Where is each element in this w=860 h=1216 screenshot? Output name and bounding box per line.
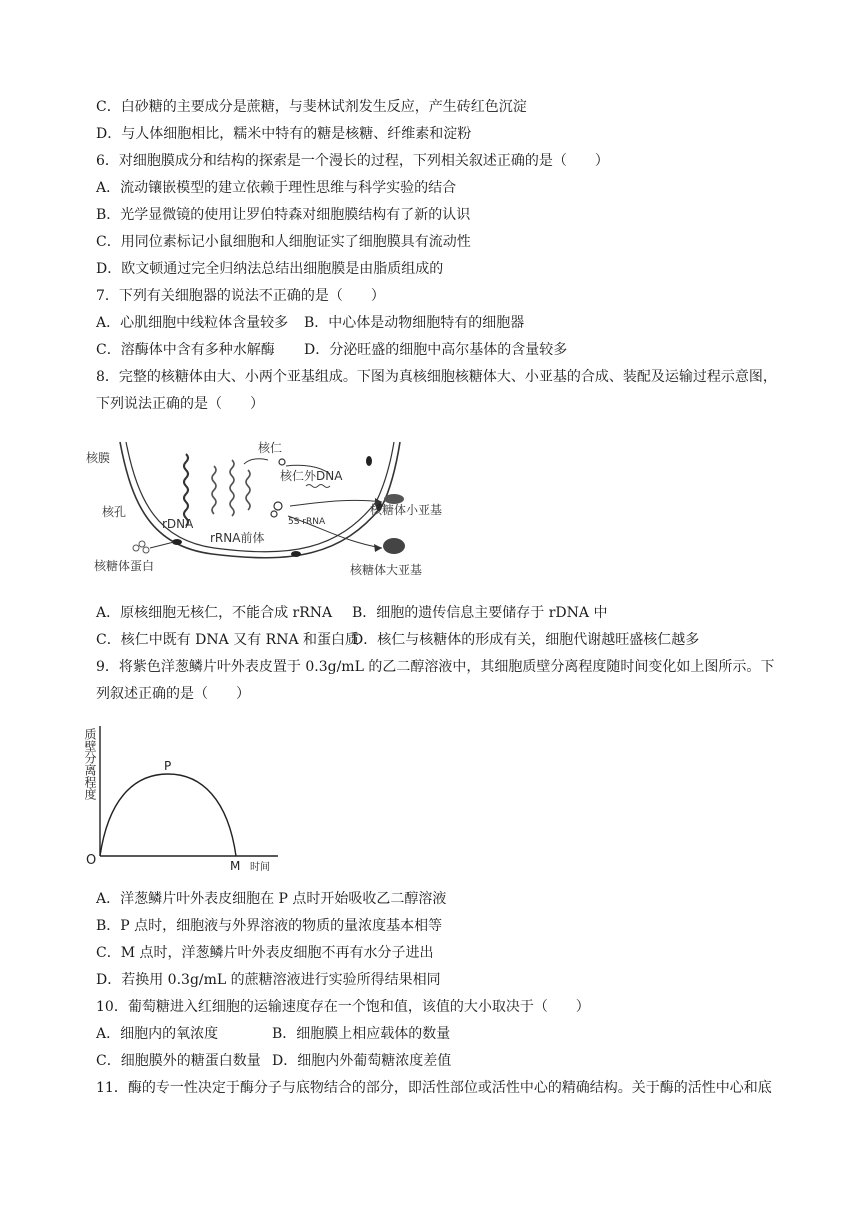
arrow-to-nucleolus (244, 459, 268, 464)
q11-stem-line1: 11．酶的专一性决定于酶分子与底物结合的部分，即活性部位或活性中心的精确结构。关于酶的活性中心和底 (96, 1080, 772, 1096)
q8-option-c: C．核仁中既有 DNA 又有 RNA 和蛋白质 (96, 632, 359, 648)
nuclear-pore-2 (291, 551, 301, 557)
q5-option-d: D．与人体细胞相比，糯米中特有的糖是核糖、纤维素和淀粉 (96, 126, 472, 142)
extra-nucleolar-dna (306, 485, 330, 488)
label-ribosomal-protein: 核糖体蛋白 (94, 559, 155, 573)
rdna-coil-2 (212, 466, 216, 514)
label-nucleolus: 核仁 (258, 441, 283, 455)
label-rrna-precursor: rRNA前体 (210, 531, 265, 545)
q6-option-b: B．光学显微镜的使用让罗伯特森对细胞膜结构有了新的认识 (96, 207, 471, 223)
label-nuclear-pore: 核孔 (102, 505, 127, 519)
label-5s-rrna: 5S rRNA (288, 517, 326, 527)
rrna-blob-2 (271, 511, 277, 517)
q8-option-b: B．细胞的遗传信息主要储存于 rDNA 中 (352, 605, 608, 621)
q10-option-a: A．细胞内的氧浓度 (96, 1026, 219, 1042)
y-axis-label: 质壁分离程度 (83, 728, 97, 800)
q8-stem-line1: 8．完整的核糖体由大、小两个亚基组成。下图为真核细胞核糖体大、小亚基的合成、装配及运输过程示意图， (96, 369, 777, 385)
ribosome-assembly-figure (82, 436, 502, 586)
q10-stem: 10．葡萄糖进入红细胞的运输速度存在一个饱和值，该值的大小取决于（ ） (96, 999, 590, 1015)
origin-label: O (86, 853, 97, 868)
q6-option-d: D．欧文顿通过完全归纳法总结出细胞膜是由脂质组成的 (96, 261, 444, 277)
q9-option-a: A．洋葱鳞片叶外表皮细胞在 P 点时开始吸收乙二醇溶液 (96, 891, 447, 907)
q9-stem-line2: 列叙述正确的是（ ） (96, 686, 250, 702)
plasmolysis-curve (100, 774, 236, 856)
arrow-to-small-subunit (290, 500, 382, 506)
label-small-subunit: 核糖体小亚基 (370, 503, 443, 517)
q8-stem-line2: 下列说法正确的是（ ） (96, 396, 264, 412)
rdna-coil-3 (230, 460, 234, 516)
label-extra-nucleolar-dna: 核仁外DNA (280, 469, 343, 483)
peak-label-p: P (164, 759, 172, 773)
protein-blob-2 (139, 541, 145, 547)
rrna-blob-3 (279, 459, 285, 465)
rdna-coil-1 (184, 454, 188, 526)
q7-option-a: A．心肌细胞中线粒体含量较多 (96, 315, 289, 331)
q10-option-b: B．细胞膜上相应载体的数量 (272, 1026, 451, 1042)
q9-option-b: B．P 点时，细胞液与外界溶液的物质的量浓度基本相等 (96, 918, 443, 934)
q8-option-a: A．原核细胞无核仁，不能合成 rRNA (96, 605, 333, 621)
q6-option-c: C．用同位素标记小鼠细胞和人细胞证实了细胞膜具有流动性 (96, 234, 471, 250)
q9-option-c: C．M 点时，洋葱鳞片叶外表皮细胞不再有水分子进出 (96, 945, 434, 961)
rdna-coil-4 (246, 470, 250, 510)
arrowhead-2 (374, 544, 382, 552)
q5-option-c: C．白砂糖的主要成分是蔗糖，与斐林试剂发生反应，产生砖红色沉淀 (96, 99, 527, 115)
nuclear-pore-4 (366, 456, 372, 466)
label-large-subunit: 核糖体大亚基 (350, 563, 423, 577)
q7-option-c: C．溶酶体中含有多种水解酶 (96, 342, 275, 358)
q6-stem: 6．对细胞膜成分和结构的探索是一个漫长的过程，下列相关叙述正确的是（ ） (96, 153, 609, 169)
q6-option-a: A．流动镶嵌模型的建立依赖于理性思维与科学实验的结合 (96, 180, 457, 196)
q8-option-d: D．核仁与核糖体的形成有关，细胞代谢越旺盛核仁越多 (352, 632, 700, 648)
q10-option-d: D．细胞内外葡萄糖浓度差值 (272, 1053, 452, 1069)
q7-option-b: B．中心体是动物细胞特有的细胞器 (304, 315, 525, 331)
q10-option-c: C．细胞膜外的糖蛋白数量 (96, 1053, 261, 1069)
q7-stem: 7．下列有关细胞器的说法不正确的是（ ） (96, 288, 385, 304)
protein-blob-1 (133, 545, 139, 551)
plasmolysis-curve-figure (82, 722, 282, 872)
end-label-m: M (230, 859, 241, 872)
q7-option-d: D．分泌旺盛的细胞中高尔基体的含量较多 (304, 342, 568, 358)
q9-option-d: D．若换用 0.3g/mL 的蔗糖溶液进行实验所得结果相同 (96, 972, 441, 988)
arrow-protein-import (150, 542, 174, 548)
rrna-blob-1 (274, 502, 282, 510)
label-rdna: rDNA (162, 517, 194, 531)
protein-blob-3 (143, 547, 149, 553)
x-axis-label: 时间 (250, 862, 270, 872)
label-nuclear-envelope: 核膜 (86, 451, 111, 465)
q9-stem-line1: 9．将紫色洋葱鳞片叶外表皮置于 0.3g/mL 的乙二醇溶液中，其细胞质壁分离程度随时间变化如上图所示。下 (96, 659, 775, 675)
large-subunit-shape (383, 538, 405, 554)
